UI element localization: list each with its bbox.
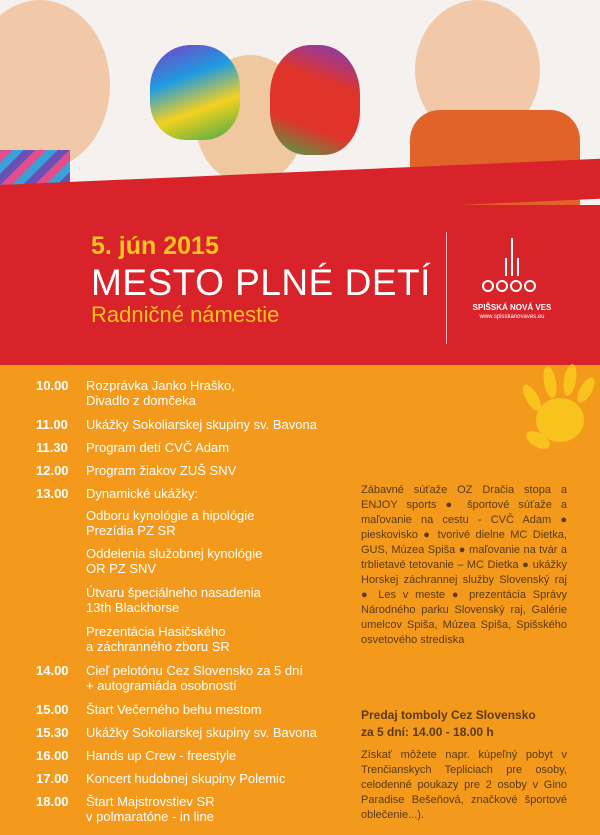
tombola-heading: [361, 707, 571, 741]
logo-name: SPIŠSKÁ NOVÁ VES: [472, 303, 552, 312]
logo-url: www.spisskanovaves.eu: [479, 314, 545, 320]
tombola-line-2: za 5 dní: 14.00 - 18.00 h: [361, 725, 494, 739]
event-location: Radničné námestie: [91, 302, 280, 327]
city-emblem-icon: [462, 236, 562, 302]
activities-text: Zábavné súťaže OZ Dračia stopa a ENJOY sports ● športové súťaže a maľovanie na cestu - CVČ Adam ● pieskovisko ● tvorivé dielne MC Dietka, GUS, Múzea Spiša ● maľovanie na tvár a trblietavé tetovanie – MC Dietka ● ukážky Horskej záchrannej služby Slovenský raj ● Les v meste ● prezentácia Správy Národného parku Slovenský raj, Galérie umelcov Spiša, Múzea Spiša, Spišského osvetového strediska: [361, 484, 567, 646]
banner-divider: [446, 232, 447, 344]
child-left: [0, 0, 110, 170]
handprint-icon: [510, 360, 600, 460]
tombola-line-1: Predaj tomboly Cez Slovensko: [361, 708, 536, 722]
tombola-text: Získať môžete napr. kúpeľný pobyt v Trenčianskych Tepliciach pre osoby, celodenné poukazy pre 2 osoby v Gino Paradise Bešeňová, značkové športové oblečenie...).: [361, 749, 567, 821]
hand-right-painted: [270, 45, 360, 155]
event-date: 5. jún 2015: [91, 232, 219, 260]
event-title: MESTO PLNÉ DETÍ: [91, 262, 431, 303]
city-logo: [462, 236, 562, 336]
hand-left-painted: [150, 45, 240, 140]
